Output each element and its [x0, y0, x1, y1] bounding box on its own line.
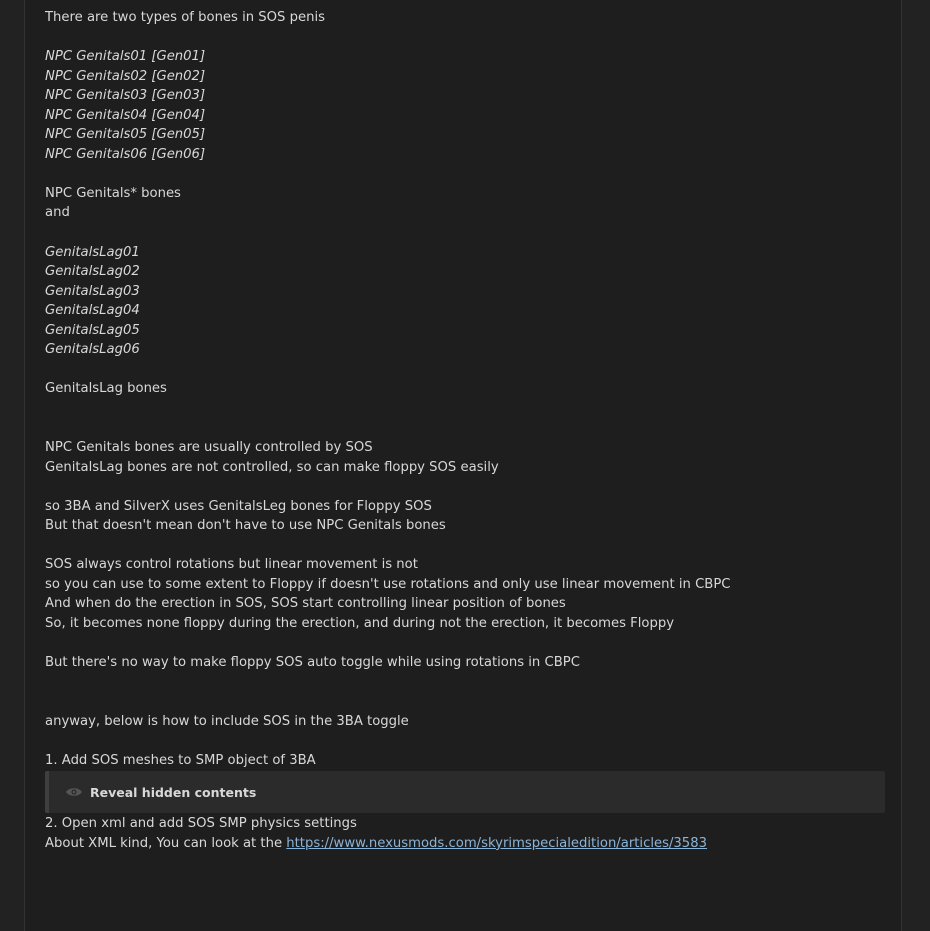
text-line: So, it becomes none floppy during the erection, and during not the erection, it becomes Floppy — [45, 615, 675, 631]
text-line: There are two types of bones in SOS penis — [45, 10, 326, 25]
text-line: NPC Genitals02 [Gen02] — [45, 68, 206, 84]
text-line: so you can use to some extent to Floppy if doesn't use rotations and only use linear movement in CBPC — [45, 576, 731, 592]
text-line: NPC Genitals05 [Gen05] — [45, 127, 206, 143]
xml-kind-line — [45, 834, 885, 854]
text-line: NPC Genitals06 [Gen06] — [45, 146, 206, 162]
text-line: SOS always control rotations but linear movement is not — [45, 557, 418, 573]
text-line: GenitalsLag02 — [45, 264, 140, 280]
text-line: and — [45, 205, 70, 221]
text-line: NPC Genitals04 [Gen04] — [45, 107, 206, 123]
text-line: so 3BA and SilverX uses GenitalsLeg bones for Floppy SOS — [45, 498, 432, 514]
text-line: GenitalsLag bones — [45, 381, 167, 397]
text-line: But there's no way to make floppy SOS auto toggle while using rotations in CBPC — [45, 655, 580, 671]
blank-line — [45, 673, 885, 712]
text-line: NPC Genitals bones are usually controlled by SOS — [45, 440, 373, 456]
text-line: GenitalsLag03 — [45, 283, 140, 299]
blank-line — [45, 536, 885, 556]
post-body — [24, 0, 902, 931]
text-line: NPC Genitals03 [Gen03] — [45, 88, 206, 104]
post-content — [45, 8, 885, 853]
eye-icon — [65, 786, 83, 798]
step-2-text: 2. Open xml and add SOS SMP physics settings — [45, 816, 357, 832]
text-line: NPC Genitals01 [Gen01] — [45, 49, 206, 65]
blank-line — [45, 399, 885, 438]
blank-line — [45, 360, 885, 380]
nexusmods-article-link[interactable]: https://www.nexusmods.com/skyrimspecialedition/articles/3583 — [286, 835, 707, 851]
post-text-lines — [45, 8, 885, 770]
text-line: GenitalsLag06 — [45, 342, 140, 358]
xml-kind-text: About XML kind, You can look at the — [45, 835, 287, 851]
text-line: And when do the erection in SOS, SOS start controlling linear position of bones — [45, 596, 566, 612]
blank-line — [45, 223, 885, 243]
reveal-hidden-contents-button[interactable] — [45, 771, 885, 813]
text-line: 1. Add SOS meshes to SMP object of 3BA — [45, 752, 316, 768]
blank-line — [45, 28, 885, 48]
text-line: GenitalsLag bones are not controlled, so can make floppy SOS easily — [45, 459, 499, 475]
blank-line — [45, 164, 885, 184]
text-line: GenitalsLag01 — [45, 244, 140, 260]
reveal-label: Reveal hidden contents — [90, 784, 257, 800]
blank-line — [45, 731, 885, 751]
text-line: GenitalsLag04 — [45, 303, 140, 319]
blank-line — [45, 477, 885, 497]
blank-line — [45, 634, 885, 654]
text-line: But that doesn't mean don't have to use NPC Genitals bones — [45, 518, 446, 534]
text-line: GenitalsLag05 — [45, 322, 140, 338]
text-line: anyway, below is how to include SOS in the 3BA toggle — [45, 713, 409, 729]
text-line: NPC Genitals* bones — [45, 185, 181, 201]
